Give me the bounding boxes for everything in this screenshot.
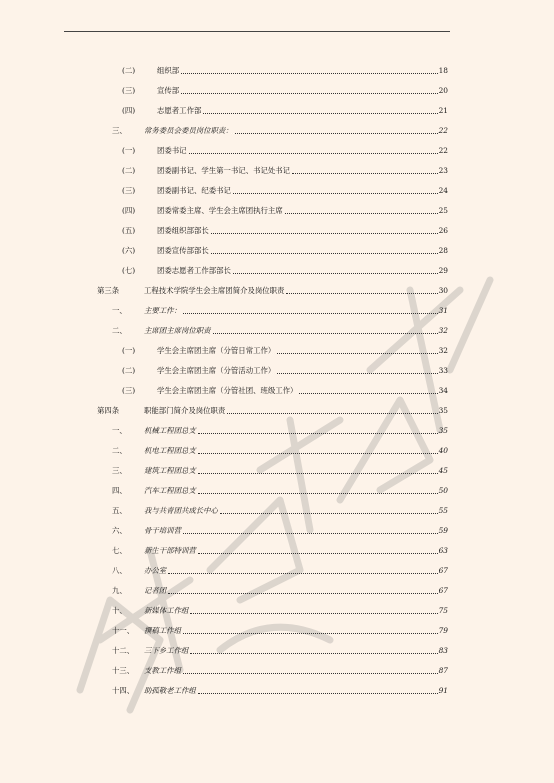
toc-number: 十一、 xyxy=(112,626,135,635)
toc-number: 二、 xyxy=(112,446,127,455)
toc-number: 十四、 xyxy=(112,686,135,695)
toc-label: 汽车工程团总支 xyxy=(144,486,196,495)
toc-dot-leader xyxy=(292,173,438,174)
toc-row[interactable] xyxy=(0,523,554,539)
toc-label: 团委志愿者工作部部长 xyxy=(157,266,231,275)
toc-label: 三下乡工作组 xyxy=(144,646,189,655)
toc-label: 我与共青团共成长中心 xyxy=(144,506,218,515)
toc-label: 学生会主席团主席（分管社团、班级工作） xyxy=(157,386,298,395)
toc-row[interactable] xyxy=(0,183,554,199)
toc-number: (三) xyxy=(122,86,136,95)
toc-number: 八、 xyxy=(112,566,127,575)
toc-label: 常务委员会委员岗位职责： xyxy=(144,126,233,135)
toc-page-number: 33 xyxy=(438,366,448,375)
toc-row[interactable] xyxy=(0,663,554,679)
toc-number: 九、 xyxy=(112,586,127,595)
toc-page-number: 26 xyxy=(438,226,448,235)
toc-dot-leader xyxy=(235,133,438,134)
toc-number: (五) xyxy=(122,226,136,235)
toc-label: 机电工程团总支 xyxy=(144,446,196,455)
toc-page-number: 32 xyxy=(438,346,448,355)
toc-number: 第三条 xyxy=(97,286,120,295)
toc-row[interactable] xyxy=(0,563,554,579)
toc-row[interactable] xyxy=(0,443,554,459)
toc-dot-leader xyxy=(220,513,438,514)
toc-label: 主要工作： xyxy=(144,306,181,315)
toc-number: 四、 xyxy=(112,486,127,495)
toc-label: 职能部门简介及岗位职责 xyxy=(144,406,226,415)
toc-dot-leader xyxy=(299,393,437,394)
toc-dot-leader xyxy=(277,373,437,374)
toc-row[interactable] xyxy=(0,83,554,99)
toc-page-number: 35 xyxy=(438,406,448,415)
toc-row[interactable] xyxy=(0,463,554,479)
toc-label: 团委副书记、纪委书记 xyxy=(157,186,231,195)
toc-label: 骨干培训营 xyxy=(144,526,181,535)
toc-dot-leader xyxy=(198,433,438,434)
toc-page-number: 67 xyxy=(438,586,448,595)
toc-dot-leader xyxy=(189,153,438,154)
toc-number: 十三、 xyxy=(112,666,135,675)
toc-number: (二) xyxy=(122,66,136,75)
toc-dot-leader xyxy=(211,233,438,234)
toc-row[interactable] xyxy=(0,243,554,259)
toc-label: 支教工作组 xyxy=(144,666,181,675)
toc-page-number: 23 xyxy=(438,166,448,175)
toc-row[interactable] xyxy=(0,223,554,239)
toc-dot-leader xyxy=(168,593,437,594)
toc-page-number: 67 xyxy=(438,566,448,575)
toc-page-number: 21 xyxy=(438,106,448,115)
toc-label: 志愿者工作部 xyxy=(157,106,202,115)
toc-number: 一、 xyxy=(112,306,127,315)
toc-label: 团委组织部部长 xyxy=(157,226,209,235)
toc-dot-leader xyxy=(168,573,437,574)
toc-number: 第四条 xyxy=(97,406,120,415)
toc-page-number: 55 xyxy=(438,506,448,515)
toc-row[interactable] xyxy=(0,323,554,339)
toc-row[interactable] xyxy=(0,123,554,139)
toc-page-number: 24 xyxy=(438,186,448,195)
toc-page-number: 50 xyxy=(438,486,448,495)
toc-number: (二) xyxy=(122,366,136,375)
toc-dot-leader xyxy=(233,193,438,194)
toc-label: 团委常委主席、学生会主席团执行主席 xyxy=(157,206,283,215)
toc-label: 记者团 xyxy=(144,586,167,595)
toc-number: (七) xyxy=(122,266,136,275)
toc-dot-leader xyxy=(190,653,437,654)
toc-number: (四) xyxy=(122,106,136,115)
toc-label: 团委宣传部部长 xyxy=(157,246,209,255)
toc-row[interactable] xyxy=(0,143,554,159)
toc-dot-leader xyxy=(198,493,438,494)
toc-label: 撰稿工作组 xyxy=(144,626,181,635)
toc-row[interactable] xyxy=(0,483,554,499)
toc-page-number: 22 xyxy=(438,126,448,135)
toc-number: 六、 xyxy=(112,526,127,535)
toc-dot-leader xyxy=(183,673,438,674)
toc-number: 三、 xyxy=(112,466,127,475)
toc-row[interactable] xyxy=(0,103,554,119)
toc-page-number: 34 xyxy=(438,386,448,395)
toc-number: 三、 xyxy=(112,126,127,135)
toc-label: 团委副书记、学生第一书记、书记处书记 xyxy=(157,166,291,175)
toc-label: 组织部 xyxy=(157,66,180,75)
toc-dot-leader xyxy=(190,613,437,614)
toc-number: (六) xyxy=(122,246,136,255)
toc-label: 学生会主席团主席（分管日常工作） xyxy=(157,346,276,355)
toc-label: 宣传部 xyxy=(157,86,180,95)
toc-dot-leader xyxy=(198,693,438,694)
toc-page-number: 45 xyxy=(438,466,448,475)
toc-label: 办公室 xyxy=(144,566,167,575)
toc-dot-leader xyxy=(198,473,438,474)
toc-dot-leader xyxy=(181,73,437,74)
toc-row[interactable] xyxy=(0,363,554,379)
toc-row[interactable] xyxy=(0,283,554,299)
toc-number: 一、 xyxy=(112,426,127,435)
toc-page-number: 31 xyxy=(438,306,448,315)
toc-page-number: 22 xyxy=(438,146,448,155)
toc-page-number: 29 xyxy=(438,266,448,275)
toc-dot-leader xyxy=(233,273,438,274)
toc-row[interactable] xyxy=(0,163,554,179)
toc-dot-leader xyxy=(198,553,438,554)
toc-number: (一) xyxy=(122,146,136,155)
toc-row[interactable] xyxy=(0,403,554,419)
toc-page-number: 59 xyxy=(438,526,448,535)
toc-label: 新媒体工作组 xyxy=(144,606,189,615)
toc-row[interactable] xyxy=(0,63,554,79)
toc-page-number: 91 xyxy=(438,686,448,695)
toc-dot-leader xyxy=(198,453,438,454)
toc-row[interactable] xyxy=(0,383,554,399)
toc-page-number: 30 xyxy=(438,286,448,295)
toc-dot-leader xyxy=(211,253,438,254)
toc-number: 二、 xyxy=(112,326,127,335)
toc-page-number: 75 xyxy=(438,606,448,615)
toc-dot-leader xyxy=(183,313,438,314)
toc-dot-leader xyxy=(183,633,438,634)
toc-page-number: 18 xyxy=(438,66,448,75)
toc-dot-leader xyxy=(183,533,438,534)
toc-page-number: 32 xyxy=(438,326,448,335)
toc-number: 十二、 xyxy=(112,646,135,655)
toc-label: 学生会主席团主席（分管活动工作） xyxy=(157,366,276,375)
toc-page-number: 40 xyxy=(438,446,448,455)
toc-number: (二) xyxy=(122,166,136,175)
toc-dot-leader xyxy=(286,293,437,294)
toc-label: 机械工程团总支 xyxy=(144,426,196,435)
toc-dot-leader xyxy=(285,213,438,214)
toc-label: 建筑工程团总支 xyxy=(144,466,196,475)
toc-row[interactable] xyxy=(0,423,554,439)
toc-number: (四) xyxy=(122,206,136,215)
toc-number: (一) xyxy=(122,346,136,355)
toc-number: (三) xyxy=(122,386,136,395)
toc-page-number: 28 xyxy=(438,246,448,255)
toc-page-number: 63 xyxy=(438,546,448,555)
toc-page-number: 20 xyxy=(438,86,448,95)
toc-page-number: 35 xyxy=(438,426,448,435)
toc-row[interactable] xyxy=(0,603,554,619)
toc-row[interactable] xyxy=(0,343,554,359)
toc-row[interactable] xyxy=(0,263,554,279)
toc-row[interactable] xyxy=(0,623,554,639)
toc-row[interactable] xyxy=(0,503,554,519)
toc-row[interactable] xyxy=(0,683,554,699)
toc-page-number: 79 xyxy=(438,626,448,635)
toc-row[interactable] xyxy=(0,543,554,559)
toc-dot-leader xyxy=(227,413,437,414)
toc-label: 助孤敬老工作组 xyxy=(144,686,196,695)
toc-label: 工程技术学院学生会主席团简介及岗位职责 xyxy=(144,286,285,295)
toc-page-number: 87 xyxy=(438,666,448,675)
toc-dot-leader xyxy=(181,93,437,94)
toc-row[interactable] xyxy=(0,643,554,659)
toc-label: 主席团主席岗位职责 xyxy=(144,326,211,335)
toc-page-number: 83 xyxy=(438,646,448,655)
toc-label: 新生干部特训营 xyxy=(144,546,196,555)
toc-page-number: 25 xyxy=(438,206,448,215)
toc-label: 团委书记 xyxy=(157,146,187,155)
toc-dot-leader xyxy=(213,333,438,334)
toc-number: 七、 xyxy=(112,546,127,555)
toc-dot-leader xyxy=(203,113,437,114)
toc-number: (三) xyxy=(122,186,136,195)
toc-row[interactable] xyxy=(0,583,554,599)
toc-dot-leader xyxy=(277,353,437,354)
toc-row[interactable] xyxy=(0,203,554,219)
toc-number: 十、 xyxy=(112,606,127,615)
toc-number: 五、 xyxy=(112,506,127,515)
toc-row[interactable] xyxy=(0,303,554,319)
